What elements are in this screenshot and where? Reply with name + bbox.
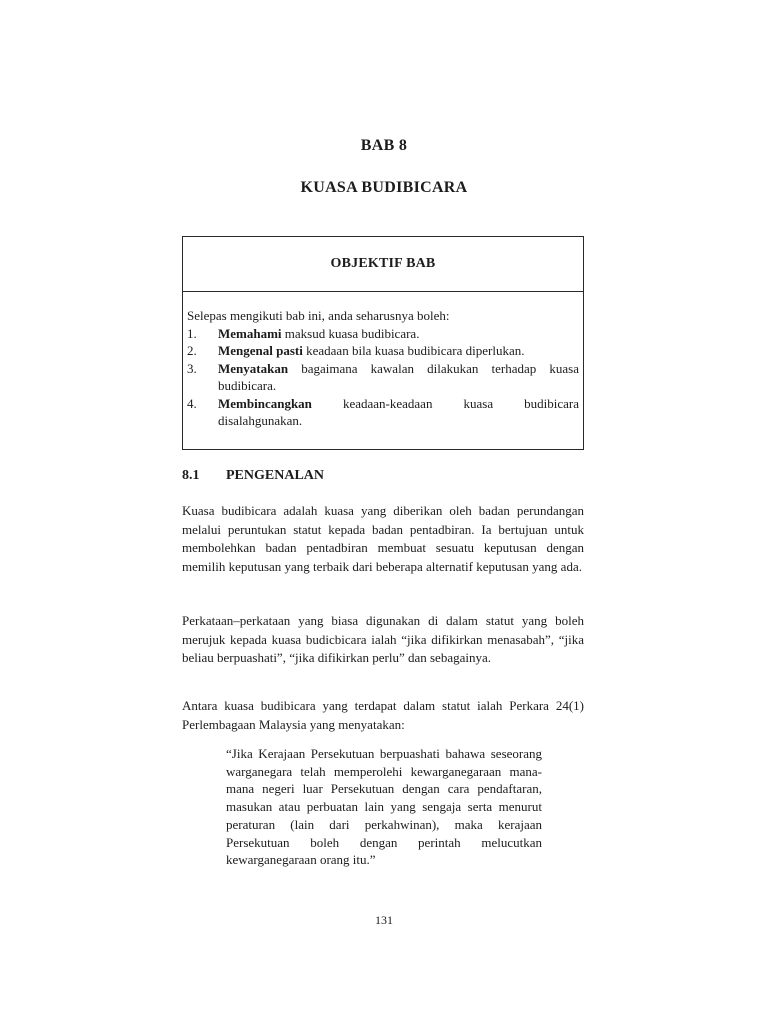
paragraph-intro: Kuasa budibicara adalah kuasa yang diberikan oleh badan perundangan melalui peruntukan statut kepada badan pentadbiran. Ia bertujuan untuk membolehkan badan pentadbiran membuat sesuatu keputusan dengan memilih keputusan yang terbaik dari beberapa alternatif keputusan yang ada.: [182, 503, 584, 574]
objective-text: [218, 395, 579, 430]
objective-verb: Mengenal pasti: [218, 343, 303, 358]
constitution-quote: “Jika Kerajaan Persekutuan berpuashati bahawa seseorang warganegara telah memperolehi kewarganegaraan mana-mana negeri luar Persekutuan dengan cara pendaftaran, masukan atau perbuatan lain yang sengaja serta menurut peraturan (lain dari perkahwinan), maka kerajaan Persekutuan boleh dengan perintah melucutkan kewarganegaraan orang itu.”: [226, 746, 542, 868]
paragraph-terms: Perkataan–perkataan yang biasa digunakan di dalam statut yang boleh merujuk kepada kuasa budicbicara ialah “jika difikirkan menasabah”, “jika beliau berpuashati”, “jika difikirkan perlu” dan sebagainya.: [182, 613, 584, 665]
chapter-number: BAB 8: [360, 137, 408, 154]
objective-number: 3.: [187, 360, 197, 376]
objectives-body: [183, 292, 583, 430]
objective-item: [187, 360, 579, 395]
objectives-list: [187, 325, 579, 430]
section-title: PENGENALAN: [226, 468, 325, 483]
objective-text: [218, 325, 579, 343]
objective-number: 2.: [187, 343, 197, 358]
objective-rest: keadaan-keadaan kuasa budibicara disalahgunakan.: [218, 395, 579, 428]
objective-item: [187, 325, 579, 343]
objectives-box: [182, 236, 584, 450]
objectives-heading: OBJEKTIF BAB: [183, 237, 583, 292]
page-number: 131: [375, 913, 393, 927]
objective-item: [187, 342, 579, 360]
objective-number: 4.: [187, 395, 197, 411]
chapter-title: KUASA BUDIBICARA: [300, 179, 468, 196]
objective-verb: Memahami: [218, 325, 282, 341]
section-heading: [182, 468, 324, 484]
objective-item: [187, 395, 579, 430]
objective-text: [218, 360, 579, 395]
objective-text: [218, 342, 579, 360]
objective-verb: Menyatakan: [218, 360, 289, 376]
objective-number: 1.: [187, 325, 197, 341]
objective-verb: Membincangkan: [218, 395, 312, 411]
paragraph-example: Antara kuasa budibicara yang terdapat dalam statut ialah Perkara 24(1) Perlembagaan Malaysia yang menyatakan:: [182, 698, 584, 732]
objectives-intro: Selepas mengikuti bab ini, anda seharusnya boleh:: [187, 308, 450, 323]
objective-rest: maksud kuasa budibicara.: [284, 325, 420, 341]
section-number: 8.1: [182, 468, 200, 483]
objective-rest: keadaan bila kuasa budibicara diperlukan.: [306, 343, 525, 358]
objective-rest: bagaimana kawalan dilakukan terhadap kuasa budibicara.: [218, 360, 579, 393]
